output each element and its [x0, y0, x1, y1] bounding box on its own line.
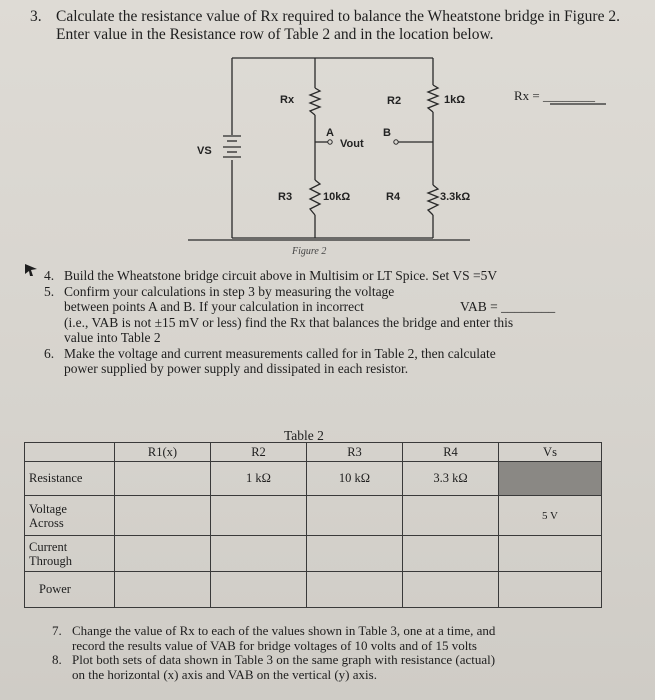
node-a-label: A [326, 127, 334, 139]
cell-current-r2[interactable] [211, 536, 307, 572]
question-3-number: 3. [30, 8, 42, 25]
column-header-r4: R4 [403, 443, 499, 462]
node-a-terminal [328, 140, 332, 144]
table-row-power [25, 572, 602, 608]
cell-resistance-r3[interactable]: 10 kΩ [307, 462, 403, 496]
question-3-text: Calculate the resistance value of Rx required to balance the Wheatstone bridge in Figure 2. Enter value in the Resistance row of Table 2 and in the location below. [56, 8, 620, 43]
step-7-number: 7. [52, 623, 62, 638]
cell-voltage-vs[interactable]: 5 V [499, 496, 602, 536]
vab-answer-prompt: VAB = ________ [460, 299, 556, 314]
r2-value: 1kΩ [444, 94, 466, 106]
figure-caption: Figure 2 [292, 246, 327, 257]
step-6-line: power supplied by power supply and dissipated in each resistor. [64, 361, 409, 376]
cell-resistance-r2[interactable]: 1 kΩ [211, 462, 307, 496]
step-6-line: Make the voltage and current measurements called for in Table 2, then calculate [64, 345, 496, 361]
r2-label: R2 [387, 95, 402, 107]
column-header-r2: R2 [211, 443, 307, 462]
step-4 [44, 268, 634, 284]
step-8-number: 8. [52, 652, 62, 667]
column-header-r3: R3 [307, 443, 403, 462]
cursor-arrow-icon [24, 262, 38, 278]
cell-resistance-vs [499, 462, 602, 496]
step-7-line: record the results value of VAB for bridge voltages of 10 volts and of 15 volts [72, 637, 477, 653]
row-label-current-line1: Current [29, 539, 68, 554]
row-label-voltage [25, 496, 115, 536]
rx-label: Rx [280, 94, 295, 106]
circuit-wires [188, 58, 606, 240]
table-corner-cell [25, 443, 115, 462]
step-5-number: 5. [44, 283, 55, 299]
instruction-steps [44, 268, 634, 377]
resistor-r4 [428, 185, 438, 215]
cell-power-vs[interactable] [499, 572, 602, 608]
column-header-vs: Vs [499, 443, 602, 462]
step-5-line: Confirm your calculations in step 3 by measuring the voltage [64, 283, 395, 299]
cell-voltage-r1[interactable] [115, 496, 211, 536]
r4-value: 3.3kΩ [440, 191, 471, 203]
step-5-line-2-wrap [64, 299, 634, 315]
vs-label: VS [197, 145, 212, 157]
resistor-rx [310, 88, 320, 115]
step-6 [44, 346, 634, 377]
bottom-instruction-steps [52, 624, 642, 682]
r4-label: R4 [386, 191, 401, 203]
step-6-number: 6. [44, 345, 55, 361]
cell-power-r4[interactable] [403, 572, 499, 608]
table-2 [24, 442, 602, 608]
cell-voltage-r3[interactable] [307, 496, 403, 536]
step-8-line: Plot both sets of data shown in Table 3 on the same graph with resistance (actual) [72, 652, 496, 667]
table-header-row [25, 443, 602, 462]
column-header-r1: R1(x) [115, 443, 211, 462]
row-label-voltage-line2: Across [29, 515, 64, 530]
node-b-terminal [394, 140, 398, 144]
cell-current-r1[interactable] [115, 536, 211, 572]
cell-voltage-r4[interactable] [403, 496, 499, 536]
cell-current-vs[interactable] [499, 536, 602, 572]
table-row-current [25, 536, 602, 572]
row-label-power: Power [25, 572, 115, 608]
step-5-line: value into Table 2 [64, 330, 161, 345]
step-5-line: between points A and B. If your calculation in incorrect [64, 299, 364, 314]
resistor-r2 [428, 85, 438, 112]
row-label-current [25, 536, 115, 572]
table-row-voltage [25, 496, 602, 536]
r3-value: 10kΩ [323, 191, 351, 203]
step-7 [52, 624, 642, 653]
cell-resistance-r1[interactable] [115, 462, 211, 496]
battery-vs [223, 136, 241, 157]
vout-label: Vout [340, 138, 364, 150]
step-7-line: Change the value of Rx to each of the values shown in Table 3, one at a time, and [72, 623, 496, 638]
row-label-resistance: Resistance [25, 462, 115, 496]
row-label-current-line2: Through [29, 553, 73, 568]
cell-power-r2[interactable] [211, 572, 307, 608]
step-4-number: 4. [44, 268, 55, 283]
cell-power-r1[interactable] [115, 572, 211, 608]
node-b-label: B [383, 127, 391, 139]
wheatstone-bridge-diagram [0, 0, 655, 262]
step-4-line: Build the Wheatstone bridge circuit above in Multisim or LT Spice. Set VS =5V [64, 268, 498, 283]
table-row-resistance [25, 462, 602, 496]
cell-current-r4[interactable] [403, 536, 499, 572]
table-2-title: Table 2 [284, 428, 324, 443]
row-label-voltage-line1: Voltage [29, 501, 67, 516]
r3-label: R3 [278, 191, 293, 203]
cell-resistance-r4[interactable]: 3.3 kΩ [403, 462, 499, 496]
resistor-r3 [310, 180, 320, 215]
rx-answer-prompt: Rx = ________ [514, 88, 596, 103]
cell-current-r3[interactable] [307, 536, 403, 572]
step-5-line: (i.e., VAB is not ±15 mV or less) find the Rx that balances the bridge and enter this [64, 314, 514, 330]
step-8 [52, 653, 642, 682]
step-8-line: on the horizontal (x) axis and VAB on the vertical (y) axis. [72, 666, 377, 682]
cell-power-r3[interactable] [307, 572, 403, 608]
step-5 [44, 284, 634, 346]
cell-voltage-r2[interactable] [211, 496, 307, 536]
